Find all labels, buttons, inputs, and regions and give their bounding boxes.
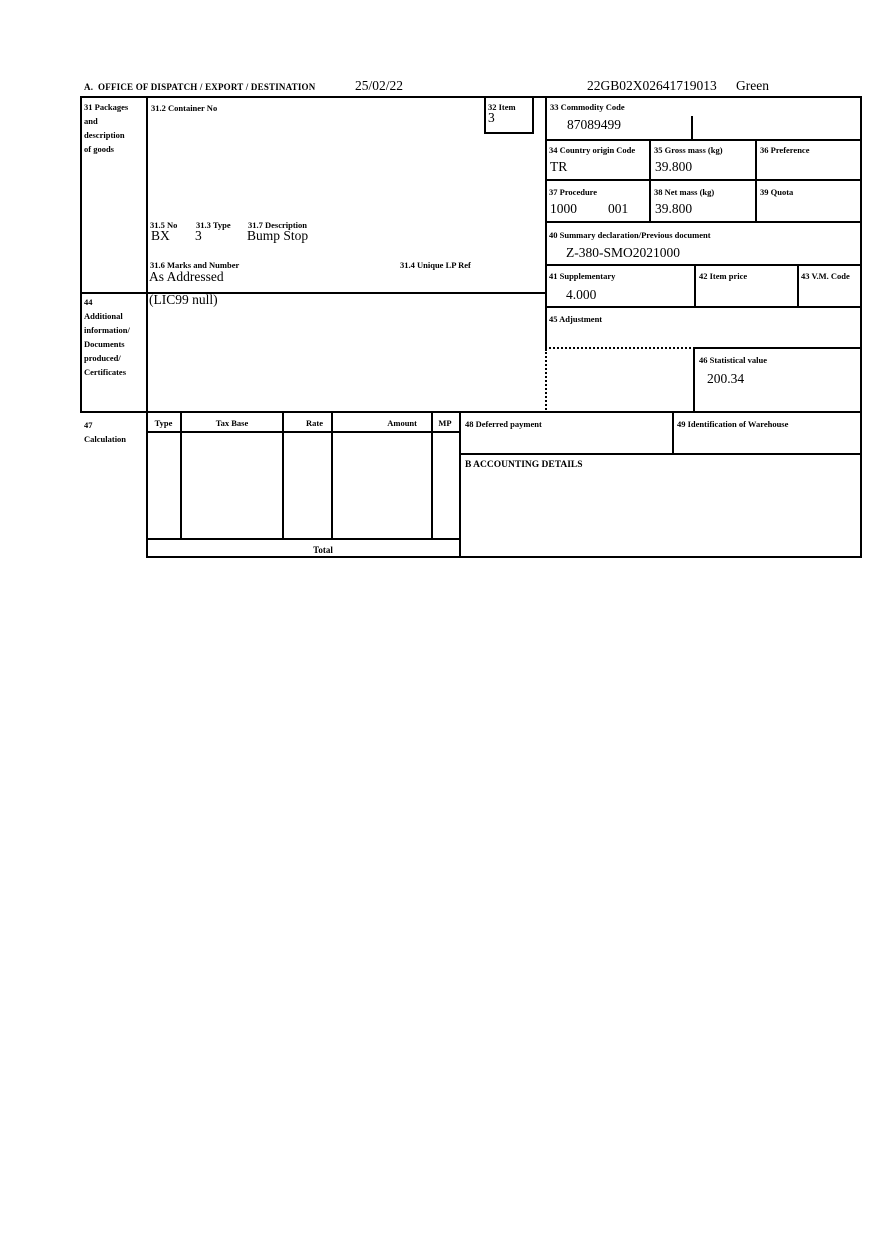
statistical-value-label: 46 Statistical value [699,355,767,365]
country-origin-label: 34 Country origin Code [549,145,636,155]
box-47-label-line: Calculation [84,434,127,444]
marks-and-number-value: As Addressed [149,269,224,284]
grid-line [147,431,461,433]
grid-line [672,411,674,455]
dotted-line-horizontal [545,347,695,349]
calc-col-rate: Rate [306,418,323,428]
grid-line [80,411,862,413]
grid-line [649,139,651,223]
box-47-label-line: 47 [84,420,93,430]
warehouse-id-label: 49 Identification of Warehouse [677,419,789,429]
office-of-dispatch-label: A. OFFICE OF DISPATCH / EXPORT / DESTINATION [84,82,316,92]
procedure-value: 1000 [550,201,577,216]
acceptance-date: 25/02/22 [355,78,404,93]
packages-type-value: 3 [195,228,202,243]
grid-line-left [80,96,82,413]
grid-line [545,264,862,266]
calc-col-mp: MP [438,418,452,428]
commodity-code-divider [691,116,693,141]
grid-line [431,411,433,540]
grid-line [147,538,461,540]
grid-line [694,264,696,308]
box-44-label-line: Certificates [84,367,127,377]
grid-line [282,411,284,540]
grid-line [331,411,333,540]
commodity-code-label: 33 Commodity Code [550,102,625,112]
grid-line [545,306,862,308]
box-31-label-line: of goods [84,144,114,154]
box-31-label [84,100,128,156]
grid-line [545,221,862,223]
gross-mass-value: 39.800 [655,159,693,174]
adjustment-label: 45 Adjustment [549,314,603,324]
dotted-line-vertical [545,349,547,413]
grid-line [545,139,862,141]
grid-line [693,347,695,413]
grid-line-bottom [147,556,862,558]
grid-line [180,411,182,540]
deferred-payment-label: 48 Deferred payment [465,419,542,429]
gross-mass-label: 35 Gross mass (kg) [654,145,723,155]
additional-information-value: (LIC99 null) [149,292,218,307]
summary-declaration-value: Z-380-SMO2021000 [566,245,680,260]
country-origin-value: TR [550,159,568,174]
grid-line [545,179,862,181]
accounting-details-label: B ACCOUNTING DETAILS [465,460,583,470]
box-44-label-line: 44 [84,297,93,307]
supplementary-label: 41 Supplementary [549,271,616,281]
net-mass-label: 38 Net mass (kg) [654,187,715,197]
box-47-label [84,418,126,446]
container-no-label: 31.2 Container No [151,103,218,113]
box-44-label-line: Documents [84,339,125,349]
calc-col-type: Type [154,418,173,428]
box-44-label [84,295,130,379]
declaration-number: 22GB02X02641719013 [587,78,717,93]
grid-line [459,411,461,558]
box-31-label-line: description [84,130,125,140]
goods-description-label: 31.7 Description [248,220,308,230]
vm-code-label: 43 V.M. Code [801,271,850,281]
packages-no-value: BX [151,228,170,243]
box-44-label-line: information/ [84,325,130,335]
quota-label: 39 Quota [760,187,794,197]
packages-type-label: 31.3 Type [196,220,231,230]
box-31-label-line: 31 Packages [84,102,129,112]
grid-line [797,264,799,308]
statistical-value: 200.34 [707,371,745,386]
box-32-label: 32 Item [488,102,516,112]
item-price-label: 42 Item price [699,271,748,281]
box-44-label-line: produced/ [84,353,121,363]
grid-line-top [80,96,862,98]
procedure-label: 37 Procedure [549,187,598,197]
routing-status: Green [736,78,769,93]
grid-line-label-col [146,96,148,558]
grid-line-right [860,96,862,558]
grid-line [693,347,862,349]
net-mass-value: 39.800 [655,201,693,216]
commodity-code-value: 87089499 [567,117,621,132]
box-44-label-line: Additional [84,311,123,321]
preference-label: 36 Preference [760,145,810,155]
grid-line [755,139,757,223]
calc-total-label: Total [313,545,333,555]
box-31-label-line: and [84,116,98,126]
packages-no-label: 31.5 No [150,220,178,230]
goods-description-value: Bump Stop [247,228,309,243]
calc-col-amount: Amount [387,418,417,428]
item-number-value: 3 [488,110,495,125]
procedure-additional-value: 001 [608,201,629,216]
supplementary-value: 4.000 [566,287,597,302]
grid-line [459,453,862,455]
calc-col-tax-base: Tax Base [215,418,249,428]
marks-and-number-label: 31.6 Marks and Number [150,260,240,270]
summary-declaration-label: 40 Summary declaration/Previous document [549,230,711,240]
unique-lp-ref-label: 31.4 Unique LP Ref [400,260,471,270]
